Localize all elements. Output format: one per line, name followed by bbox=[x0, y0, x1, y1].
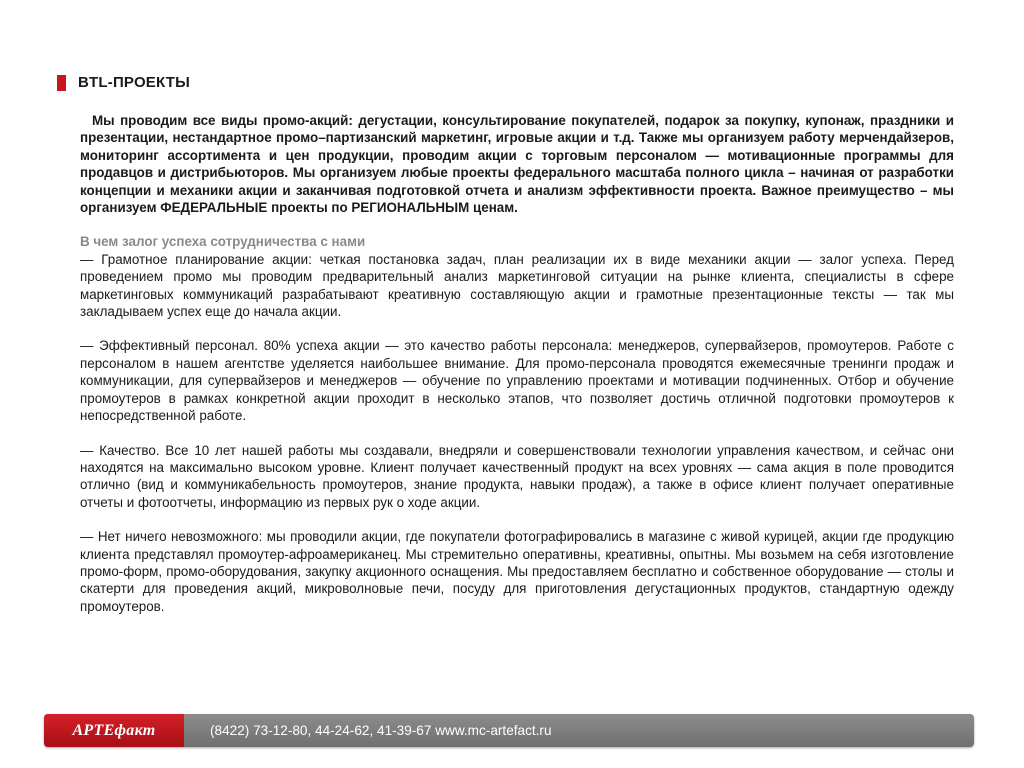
subheading: В чем залог успеха сотрудничества с нами bbox=[80, 234, 366, 250]
paragraph-quality: — Качество. Все 10 лет нашей работы мы создавали, внедряли и совершенствовали технологии управления качеством, и сейчас они находятся на максимально высоком уровне. Клиент получает качественный продукт на всех уровнях — сама акция в поле проводится отлично (вид и коммуникабельность промоутеров, знание продукта, навыки продаж), а также в офисе клиент получает оперативные отчеты и фотоотчеты, информацию из первых рук о ходе акции. bbox=[80, 442, 954, 510]
page-title: BTL-ПРОЕКТЫ bbox=[78, 74, 190, 91]
logo-text: АРТЕфакт bbox=[72, 721, 156, 739]
paragraph-personnel: — Эффективный персонал. 80% успеха акции — это качество работы персонала: менеджеров, супервайзеров, промоутеров. Работе с персоналом в нашем агентстве уделяется наибольшее внимание. Для промо-персонала проводятся ежемесячные тренинги продаж и коммуникации, для супервайзеров и менеджеров — обучение по управлению проектами и мотивации подчиненных. Отбор и обучение промоутеров в рамках конкретной акции проходит в несколько этапов, что позволяет достичь отличной подготовки промоутеров к непосредственной работе. bbox=[80, 338, 954, 424]
contact-info: (8422) 73-12-80, 44-24-62, 41-39-67 www.mc-artefact.ru bbox=[210, 723, 552, 738]
main-content bbox=[80, 112, 954, 615]
company-logo bbox=[44, 714, 184, 747]
section-header bbox=[57, 74, 190, 91]
section-marker bbox=[57, 75, 66, 91]
paragraph-planning: — Грамотное планирование акции: четкая постановка задач, план реализации их в виде механики акции — залог успеха. Перед проведением промо мы проводим предварительный анализ маркетинговой ситуации на рынке клиента, специалисты в сфере маркетинговых коммуникаций разрабатывают креативную составляющую акции и грамотные презентационные тексты — так мы закладываем успех еще до начала акции. bbox=[80, 251, 954, 320]
paragraph-nothing-impossible: — Нет ничего невозможного: мы проводили акции, где покупатели фотографировались в магазине с живой курицей, акции где продукцию клиента представлял промоутер-афроамериканец. Мы стремительно оперативны, креативны, опытны. Мы возьмем на себя изготовление промо-форм, промо-оборудования, закупку акционного оснащения. Мы предоставляем бесплатно и собственное оборудование — столы и скатерти для проведения акций, микроволновые печи, посуду для приготовления дегустационных продуктов, стандартную одежду промоутеров. bbox=[80, 529, 954, 614]
intro-paragraph: Мы проводим все виды промо-акций: дегустации, консультирование покупателей, подарок за покупку, купонаж, праздники и презентации, нестандартное промо–партизанский маркетинг, игровые акции и т.д. Также мы организуем работу мерчендайзеров, мониторинг ассортимента и цен продукции, проводим акции с торговым персоналом — мотивационные программы для продавцов и дистрибьюторов. Мы организуем любые проекты федерального масштаба полного цикла – начиная от разработки концепции и механики акции и заканчивая подготовкой отчета и анализм эффективности проекта. Важное преимущество – мы организуем ФЕДЕРАЛЬНЫЕ проекты по РЕГИОНАЛЬНЫМ ценам. bbox=[80, 113, 954, 216]
footer-bar bbox=[44, 714, 974, 747]
